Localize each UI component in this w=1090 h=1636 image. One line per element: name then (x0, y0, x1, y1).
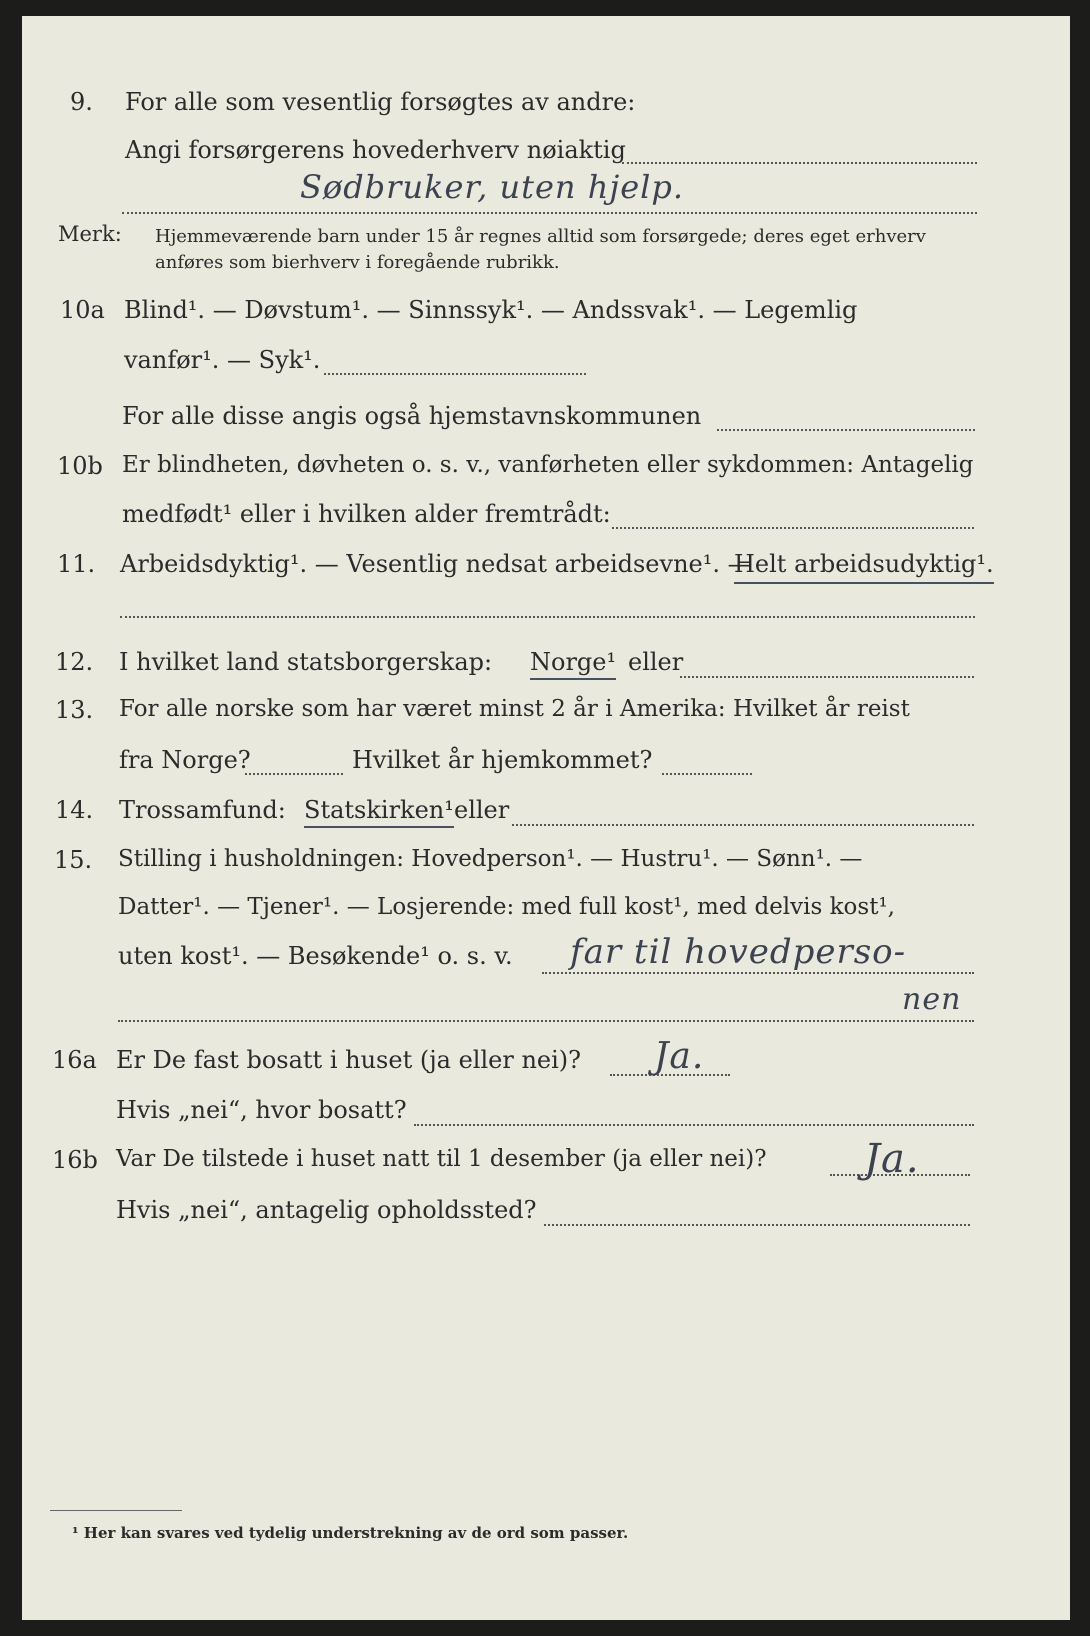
merk-line2: anføres som bierhverv i foregående rubrikk. (155, 252, 560, 273)
census-form-page (22, 16, 1070, 1620)
q14-line1b-underlined: Statskirken¹ (304, 796, 454, 828)
q14-number: 14. (55, 796, 94, 824)
q13-hjemkommet-answer-line (662, 773, 752, 775)
q14-line1a: Trossamfund: (119, 796, 286, 824)
q10a-number: 10a (60, 296, 105, 324)
q10b-line2: medfødt¹ eller i hvilken alder fremtrådt: (122, 500, 611, 528)
q10a-line2: vanfør¹. — Syk¹. (124, 346, 321, 374)
q16a-line2: Hvis „nei“, hvor bosatt? (116, 1096, 407, 1124)
q16a-answer-handwritten: Ja. (654, 1036, 705, 1077)
merk-label: Merk: (58, 222, 122, 246)
q10a-line2-answer-line (324, 373, 586, 375)
q9-answer-line (622, 162, 977, 164)
q16b-number: 16b (52, 1146, 98, 1174)
q14-line1c: eller (454, 796, 510, 824)
q13-line1: For alle norske som har været minst 2 år i Amerika: Hvilket år reist (119, 696, 910, 722)
q9-number: 9. (70, 88, 93, 116)
q15-number: 15. (54, 846, 93, 874)
q11-line1b-underlined: Helt arbeidsudyktig¹. (734, 550, 994, 584)
q10b-answer-line (612, 527, 974, 529)
q16a-line1: Er De fast bosatt i huset (ja eller nei)? (116, 1046, 582, 1074)
q15-line1: Stilling i husholdningen: Hovedperson¹. — Hustru¹. — Sønn¹. — (118, 846, 863, 872)
q11-answer-line (120, 616, 975, 618)
q16b-line2-answer-line (544, 1224, 970, 1226)
q10b-number: 10b (57, 452, 103, 480)
q14-answer-line (512, 824, 974, 826)
q9-line2: Angi forsørgerens hovederhverv nøiaktig (125, 136, 626, 164)
q16b-line1: Var De tilstede i huset natt til 1 desember (ja eller nei)? (116, 1146, 767, 1172)
q12-answer-line (680, 676, 974, 678)
q12-line1c: eller (628, 648, 684, 676)
q15-line3: uten kost¹. — Besøkende¹ o. s. v. (118, 942, 513, 970)
q15-line2: Datter¹. — Tjener¹. — Losjerende: med full kost¹, med delvis kost¹, (118, 894, 895, 920)
q10a-line3: For alle disse angis også hjemstavnskommunen (122, 402, 702, 430)
q16b-line2: Hvis „nei“, antagelig opholdssted? (116, 1196, 537, 1224)
q15-answer-line-2 (118, 1020, 974, 1022)
q10a-line3-answer-line (717, 429, 975, 431)
q13-line2b: Hvilket år hjemkommet? (352, 746, 653, 774)
q13-line2a: fra Norge? (119, 746, 251, 774)
q16a-line2-answer-line (414, 1124, 974, 1126)
q11-number: 11. (57, 550, 96, 578)
q9-answer-line-2 (122, 212, 977, 214)
q12-line1a: I hvilket land statsborgerskap: (119, 648, 493, 676)
q9-answer-handwritten: Sødbruker, uten hjelp. (300, 168, 685, 206)
q13-number: 13. (55, 696, 94, 724)
q10b-line1: Er blindheten, døvheten o. s. v., vanførheten eller sykdommen: Antagelig (122, 452, 974, 478)
q16a-number: 16a (52, 1046, 97, 1074)
q10a-line1: Blind¹. — Døvstum¹. — Sinnssyk¹. — Andssvak¹. — Legemlig (124, 296, 858, 324)
q12-number: 12. (55, 648, 94, 676)
footnote-rule (50, 1510, 182, 1511)
merk-line1: Hjemmeværende barn under 15 år regnes alltid som forsørgede; deres eget erhverv (155, 226, 926, 247)
q15-answer-line (542, 972, 974, 974)
q13-reist-answer-line (245, 773, 343, 775)
q15-answer-handwritten-2: nen (902, 982, 962, 1017)
q16b-answer-handwritten: Ja. (864, 1136, 920, 1182)
footnote-text: ¹ Her kan svares ved tydelig understrekning av de ord som passer. (72, 1524, 629, 1542)
q15-answer-handwritten-1: far til hovedperso- (570, 932, 907, 972)
q12-line1b-underlined: Norge¹ (530, 648, 616, 680)
q11-line1a: Arbeidsdyktig¹. — Vesentlig nedsat arbeidsevne¹. — (120, 550, 752, 578)
q9-line1: For alle som vesentlig forsøgtes av andre: (125, 88, 636, 116)
